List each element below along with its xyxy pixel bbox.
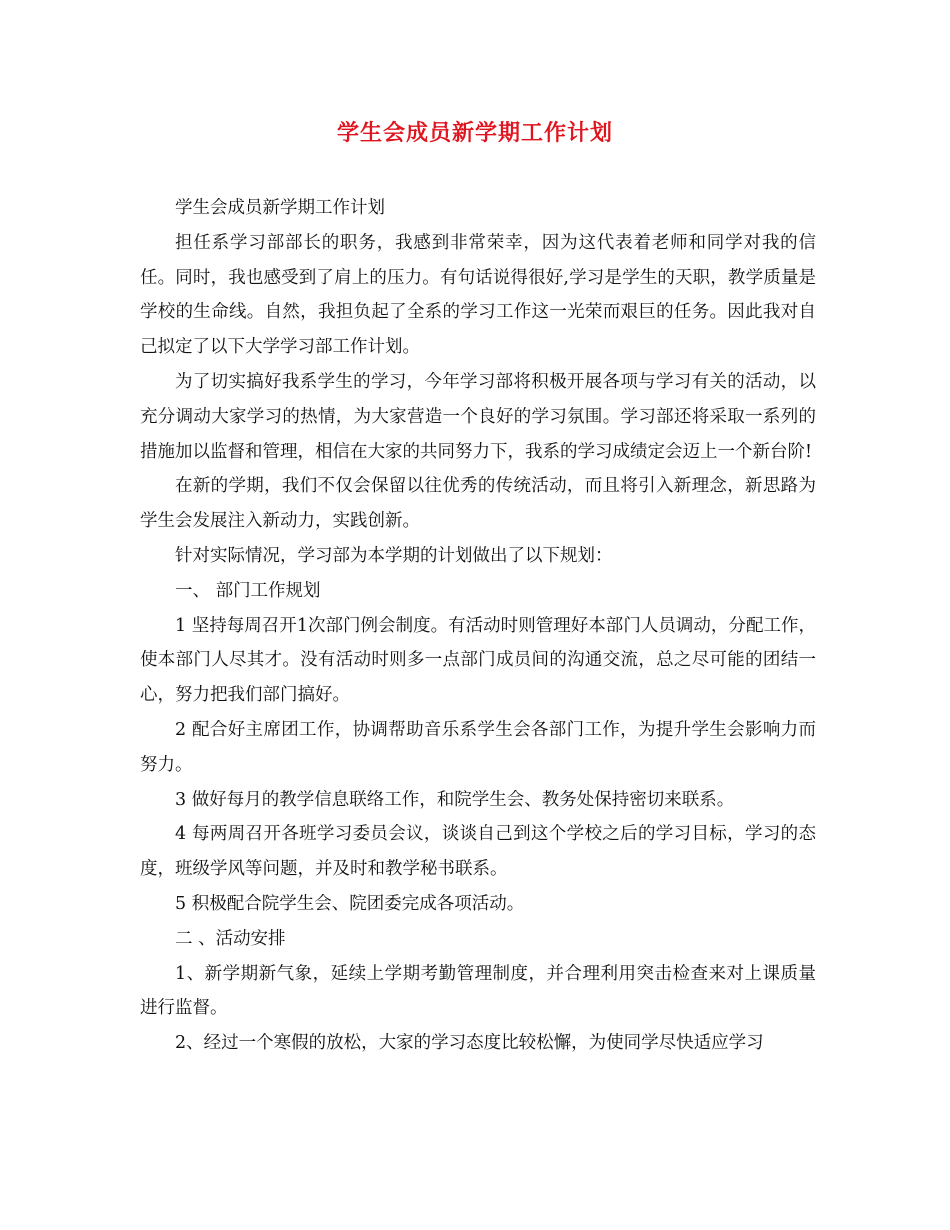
- list-item-3: 3 做好每月的教学信息联络工作，和院学生会、教务处保持密切来联系。: [175, 789, 735, 810]
- paragraph-plan-lead: 针对实际情况，学习部为本学期的计划做出了以下规划：: [175, 545, 613, 566]
- list-item-5: 5 积极配合院学生会、院团委完成各项活动。: [175, 893, 525, 914]
- activity-item-2: 2、经过一个寒假的放松，大家的学习态度比较松懈，为使同学尽快适应学习: [175, 1033, 764, 1054]
- activity-item-1: 1、新学期新气象，延续上学期考勤管理制度，并合理利用突击检查来对上课质量进行监督。: [140, 963, 816, 1019]
- list-item-1: 1 坚持每周召开1次部门例会制度。有活动时则管理好本部门人员调动，分配工作，使本部门人尽其才。没有活动时则多一点部门成员间的沟通交流，总之尽可能的团结一心，努力把我们部门搞好。: [140, 615, 816, 706]
- document-title: 学生会成员新学期工作计划: [336, 121, 613, 146]
- section-heading-activities: 二 、活动安排: [175, 928, 286, 949]
- paragraph-goals: 为了切实搞好我系学生的学习，今年学习部将积极开展各项与学习有关的活动，以充分调动大家学习的热情，为大家营造一个良好的学习氛围。学习部还将采取一系列的措施加以监督和管理，相信在大家的共同努力下，我系的学习成绩定会迈上一个新台阶!: [140, 371, 816, 462]
- paragraph-intro: 担任系学习部部长的职务，我感到非常荣幸，因为这代表着老师和同学对我的信任。同时，我也感受到了肩上的压力。有句话说得很好,学习是学生的天职，教学质量是学校的生命线。自然，我担负起了全系的学习工作这一光荣而艰巨的任务。因此我对自己拟定了以下大学学习部工作计划。: [140, 232, 816, 358]
- list-item-4: 4 每两周召开各班学习委员会议，谈谈自己到这个学校之后的学习目标，学习的态度，班级学风等问题，并及时和教学秘书联系。: [140, 824, 816, 880]
- list-item-2: 2 配合好主席团工作，协调帮助音乐系学生会各部门工作，为提升学生会影响力而努力。: [140, 719, 816, 775]
- document-body: [140, 191, 816, 1061]
- paragraph-new-term: 在新的学期，我们不仅会保留以往优秀的传统活动，而且将引入新理念，新思路为学生会发展注入新动力，实践创新。: [140, 476, 816, 532]
- paragraph-subtitle: 学生会成员新学期工作计划: [175, 198, 385, 218]
- section-heading-department: 一、 部门工作规划: [175, 580, 321, 601]
